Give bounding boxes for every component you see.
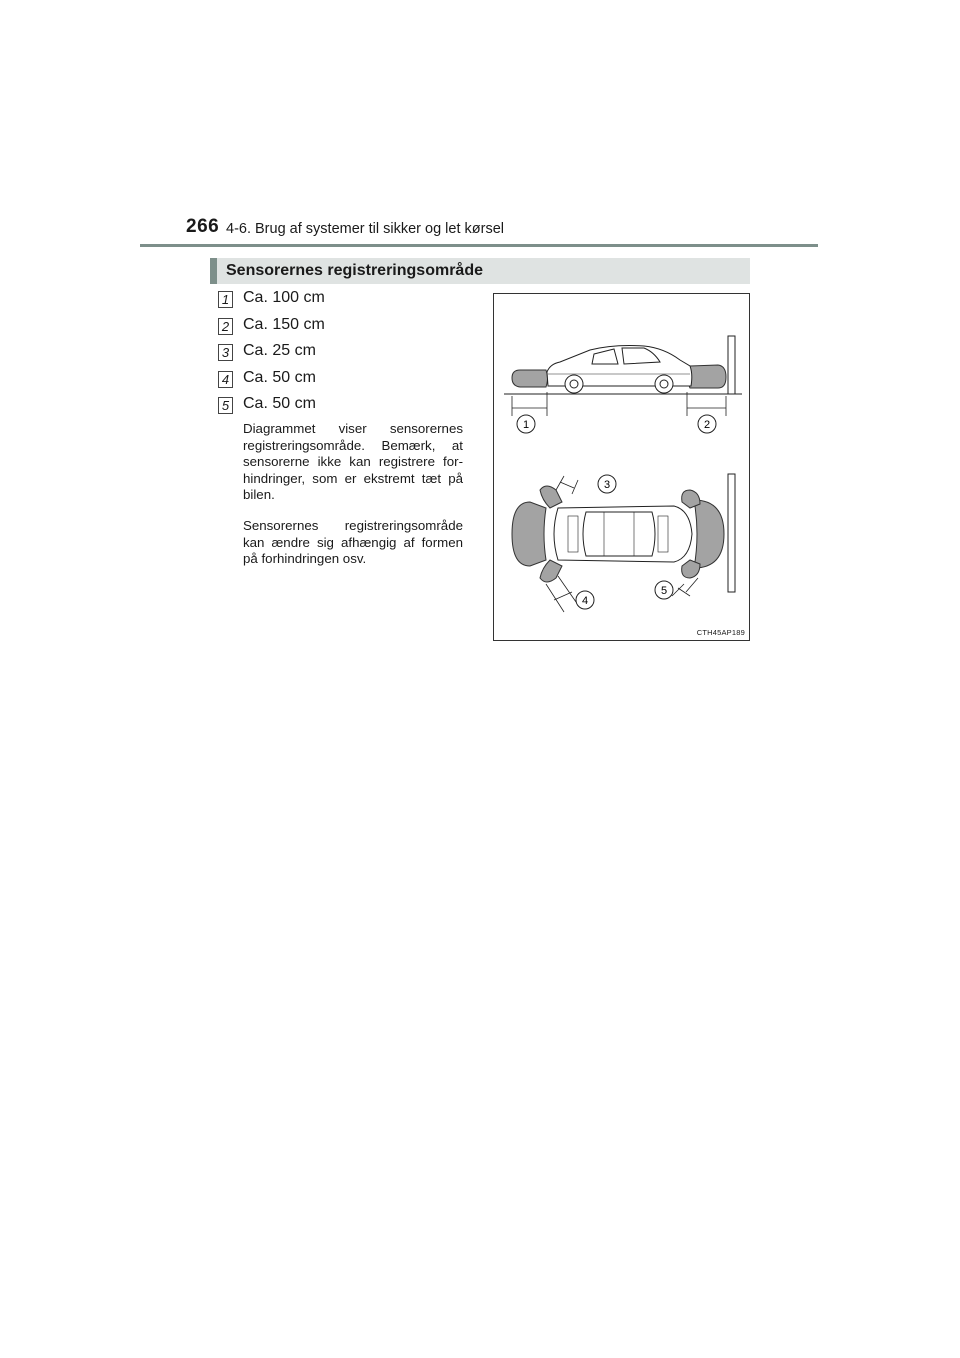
side-view bbox=[504, 336, 742, 433]
section-heading: Sensorernes registreringsområde bbox=[210, 258, 750, 284]
list-item bbox=[218, 340, 488, 367]
svg-text:1: 1 bbox=[522, 419, 530, 431]
item-text: Ca. 50 cm bbox=[243, 395, 316, 412]
svg-text:4: 4 bbox=[581, 595, 589, 607]
rear-center-zone bbox=[512, 502, 546, 566]
page-number: 266 bbox=[186, 216, 220, 237]
description-paragraph: Diagrammet viser sensorernes registreringsområde. Bemærk, at sensorerne ikke kan registrere for-hindringer, som er ekstremt tæt på bilen. bbox=[243, 421, 463, 502]
rear-corner-zone bbox=[540, 486, 562, 508]
list-item bbox=[218, 287, 488, 314]
figure-code: CTH45AP189 bbox=[696, 628, 745, 637]
front-center-zone bbox=[694, 500, 724, 568]
front-corner-zone bbox=[682, 560, 700, 578]
front-corner-zone bbox=[682, 490, 700, 508]
item-text: Ca. 150 cm bbox=[243, 315, 325, 333]
car-side-icon bbox=[547, 346, 692, 394]
car-top-icon bbox=[554, 506, 692, 562]
item-number-badge: 4 bbox=[218, 371, 233, 388]
item-text: Ca. 100 cm bbox=[243, 289, 325, 306]
chapter-title: 4-6. Brug af systemer til sikker og let kørsel bbox=[226, 221, 504, 237]
note-paragraph: Sensorernes registreringsområde kan ændre sig afhængig af formen på forhindringen osv. bbox=[243, 518, 463, 566]
svg-text:5: 5 bbox=[660, 585, 668, 597]
item-number-badge: 3 bbox=[218, 344, 233, 361]
svg-text:2: 2 bbox=[703, 419, 711, 431]
item-number-badge: 1 bbox=[218, 291, 233, 308]
front-detection-zone bbox=[687, 365, 726, 388]
callout-4 bbox=[576, 591, 594, 609]
callout-5 bbox=[655, 581, 673, 599]
callout-1 bbox=[517, 415, 535, 433]
sensor-range-figure bbox=[493, 293, 750, 641]
range-list bbox=[218, 287, 488, 420]
sensor-diagram bbox=[494, 294, 750, 641]
item-number-badge: 2 bbox=[218, 318, 233, 335]
rear-corner-zone bbox=[540, 560, 562, 582]
item-text: Ca. 50 cm bbox=[243, 368, 316, 386]
item-text: Ca. 25 cm bbox=[243, 342, 316, 359]
item-number-badge: 5 bbox=[218, 397, 233, 414]
list-item bbox=[218, 367, 488, 394]
list-item bbox=[218, 393, 488, 420]
header-rule bbox=[140, 244, 818, 247]
list-item bbox=[218, 314, 488, 341]
callout-2 bbox=[698, 415, 716, 433]
svg-text:3: 3 bbox=[603, 479, 611, 491]
top-view bbox=[512, 474, 735, 612]
rear-detection-zone bbox=[512, 370, 548, 387]
callout-3 bbox=[598, 475, 616, 493]
